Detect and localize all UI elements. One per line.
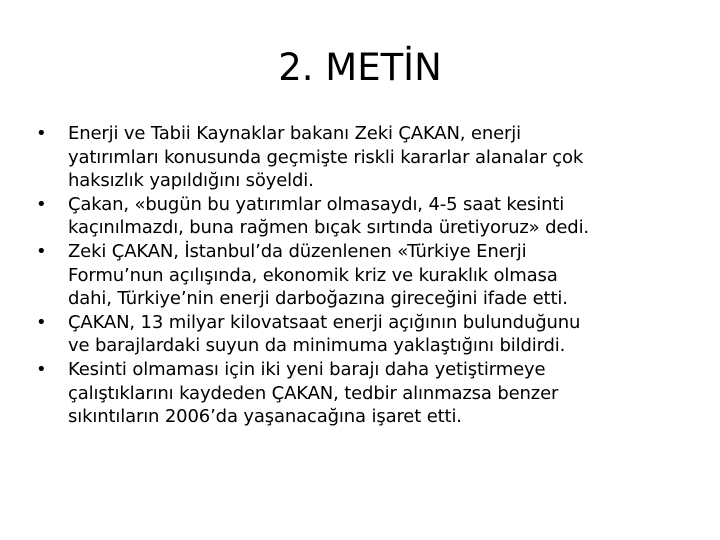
slide-title: 2. METİN <box>278 46 442 89</box>
bullet-line: Enerji ve Tabii Kaynaklar bakanı Zeki ÇAKAN, enerji <box>68 123 521 144</box>
bullet-list <box>36 122 686 429</box>
bullet-line: haksızlık yapıldığını söyeldi. <box>68 170 314 192</box>
bullet-line: Zeki ÇAKAN, İstanbul’da düzenlenen «Türkiye Enerji <box>68 240 527 262</box>
bullet-item-3 <box>36 240 686 311</box>
bullet-line: Çakan, «bugün bu yatırımlar olmasaydı, 4-5 saat kesinti <box>68 193 565 215</box>
bullet-line: dahi, Türkiye’nin enerji darboğazına gireceğini ifade etti. <box>68 288 568 310</box>
bullet-line: kaçınılmazdı, buna rağmen bıçak sırtında üretiyoruz» dedi. <box>68 217 589 239</box>
bullet-dot-icon: • <box>36 193 47 215</box>
bullet-dot-icon: • <box>36 358 47 380</box>
bullet-line: sıkıntıların 2006’da yaşanacağına işaret etti. <box>68 406 462 428</box>
bullet-line: ve barajlardaki suyun da minimuma yaklaştığını bildirdi. <box>68 335 566 357</box>
bullet-dot-icon: • <box>36 123 47 144</box>
bullet-dot-icon: • <box>36 240 47 262</box>
bullet-line: yatırımları konusunda geçmişte riskli kararlar alanalar çok <box>68 146 584 168</box>
bullet-line: ÇAKAN, 13 milyar kilovatsaat enerji açığının bulunduğunu <box>68 311 581 333</box>
bullet-item-5 <box>36 358 686 429</box>
bullet-line: çalıştıklarını kaydeden ÇAKAN, tedbir alınmazsa benzer <box>68 382 559 404</box>
bullet-dot-icon: • <box>36 311 47 333</box>
bullet-item-1 <box>36 122 686 193</box>
bullet-line: Formu’nun açılışında, ekonomik kriz ve kuraklık olmasa <box>68 264 558 286</box>
bullet-item-2 <box>36 193 686 240</box>
bullet-line: Kesinti olmaması için iki yeni barajı daha yetiştirmeye <box>68 358 546 380</box>
bullet-item-4 <box>36 311 686 358</box>
